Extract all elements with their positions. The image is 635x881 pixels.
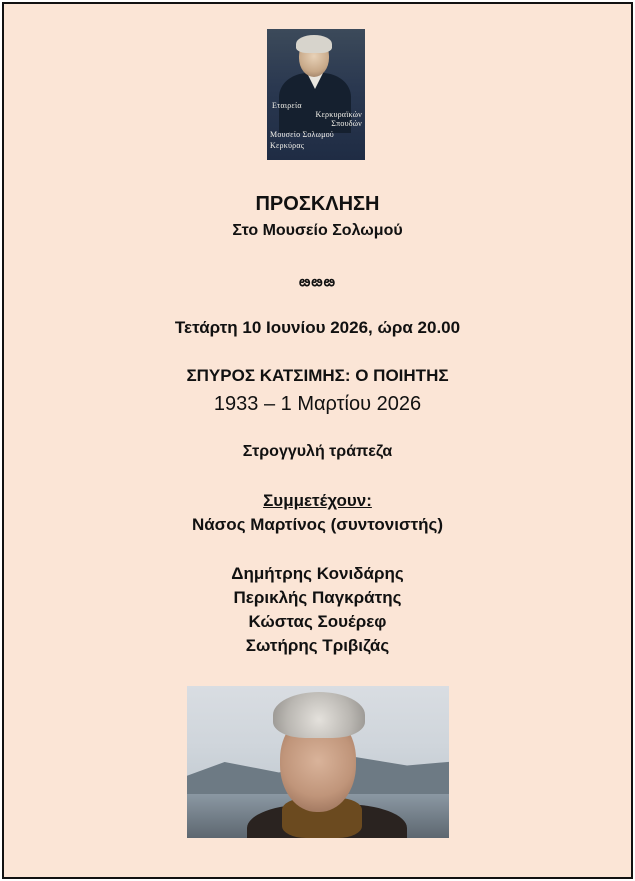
event-date: Τετάρτη 10 Ιουνίου 2026, ώρα 20.00 (174, 318, 461, 337)
ornament-divider: ఴఴఴ (298, 273, 337, 289)
event-type: Στρογγυλή τράπεζα (242, 443, 393, 460)
society-logo (267, 29, 365, 160)
honoree-years: 1933 – 1 Μαρτίου 2026 (213, 393, 422, 415)
moderator-name: Νάσος Μαρτίνος (συντονιστής) (191, 515, 444, 534)
participant-name: Σωτήρης Τριβιζάς (245, 636, 390, 655)
invitation-subtitle: Στο Μουσείο Σολωμού (232, 222, 403, 239)
poet-photo (187, 686, 449, 838)
participant-name: Περικλής Παγκράτης (233, 588, 402, 607)
logo-text-line: Σπουδών (331, 119, 362, 128)
invitation-title: ΠΡΟΣΚΛΗΣΗ (255, 193, 380, 215)
logo-text-line: Εταιρεία (272, 101, 302, 110)
logo-text-line: Μουσείο Σολωμού (270, 130, 334, 139)
participant-name: Δημήτρης Κονιδάρης (231, 564, 404, 583)
participant-name: Κώστας Σουέρεφ (248, 612, 387, 631)
logo-text-line: Κερκυραϊκών (315, 110, 362, 119)
logo-text-line: Κερκύρας (270, 141, 305, 150)
honoree-name: ΣΠΥΡΟΣ ΚΑΤΣΙΜΗΣ: Ο ΠΟΙΗΤΗΣ (186, 366, 449, 385)
participants-heading: Συμμετέχουν: (263, 491, 372, 510)
portrait-hair (296, 35, 332, 53)
photo-hair (273, 692, 365, 738)
